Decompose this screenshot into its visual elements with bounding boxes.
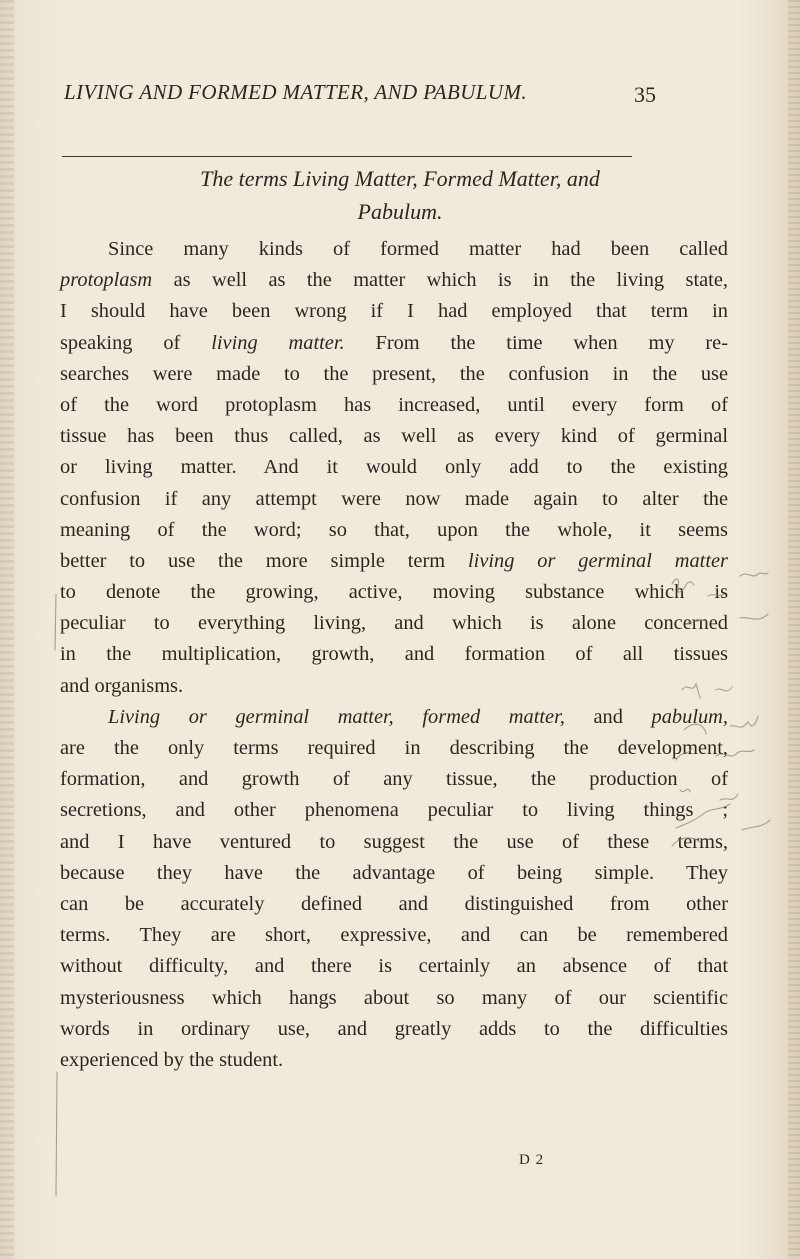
- text-line: [60, 702, 728, 733]
- text-run: because they have the advantage of being simple. They: [60, 861, 728, 884]
- text-line: [60, 733, 728, 764]
- text-line: [60, 359, 728, 390]
- text-run: experienced by the student.: [60, 1048, 284, 1071]
- page-left-edge: [0, 0, 14, 1259]
- text-run: confusion if any attempt were now made again to alter the: [60, 487, 728, 510]
- text-run: in the multiplication, growth, and formation of all tissues: [60, 643, 728, 666]
- text-run: peculiar to everything living, and which is alone concerned: [60, 612, 728, 635]
- signature-mark: D 2: [519, 1152, 545, 1168]
- text-run: are the only terms required in describing the development,: [60, 737, 728, 759]
- text-line: [60, 234, 728, 265]
- text-line: [60, 889, 728, 920]
- text-run: From the time when my re-: [344, 331, 729, 354]
- text-line: [60, 390, 728, 421]
- italic-term: living matter.: [211, 331, 345, 354]
- text-line: [60, 983, 728, 1014]
- text-run: or living matter. And it would only add to the existing: [60, 456, 728, 479]
- text-line: [60, 827, 728, 858]
- section-title-line-1: The terms Living Matter, Formed Matter, and: [200, 166, 600, 191]
- text-line: [60, 328, 728, 359]
- italic-term: Living or germinal matter, formed matter,: [108, 705, 565, 728]
- text-run: secretions, and other phenomena peculiar to living things ;: [60, 799, 728, 822]
- text-line: [60, 795, 728, 826]
- running-title: LIVING AND FORMED MATTER, AND PABULUM.: [64, 80, 527, 104]
- text-line: [60, 296, 728, 327]
- text-run: meaning of the word; so that, upon the whole, it seems: [60, 518, 728, 541]
- text-run: better to use the more simple term: [60, 549, 468, 572]
- text-run: to denote the growing, active, moving substance which is: [60, 581, 728, 604]
- text-run: as well as the matter which is in the living state,: [152, 269, 728, 292]
- italic-term: protoplasm: [60, 269, 153, 292]
- page-number: 35: [634, 82, 656, 107]
- section-title-line-2: Pabulum.: [357, 199, 443, 224]
- text-line: [60, 452, 728, 483]
- text-line: [60, 421, 728, 452]
- text-line: [60, 484, 728, 515]
- header-rule: [62, 156, 632, 157]
- text-run: words in ordinary use, and greatly adds to the difficulties: [60, 1017, 728, 1040]
- text-run: and organisms.: [60, 674, 184, 697]
- text-run: without difficulty, and there is certainly an absence of that: [60, 955, 728, 978]
- text-line: [60, 608, 728, 639]
- italic-term: pabulum,: [651, 705, 728, 728]
- body-text: [60, 234, 728, 1076]
- text-line: [60, 546, 728, 577]
- text-run: searches were made to the present, the confusion in the use: [60, 362, 728, 385]
- text-line: [60, 951, 728, 982]
- pencil-margin-line: [55, 594, 56, 650]
- text-line: [60, 639, 728, 670]
- text-run: formation, and growth of any tissue, the production of: [60, 768, 728, 791]
- text-run: terms. They are short, expressive, and can be remembered: [60, 924, 728, 947]
- italic-term: living or germinal matter: [468, 549, 728, 572]
- text-run: I should have been wrong if I had employed that term in: [60, 300, 728, 323]
- text-line: [60, 1045, 728, 1076]
- text-line: [60, 858, 728, 889]
- text-run: tissue has been thus called, as well as every kind of germinal: [60, 425, 728, 448]
- text-run: and: [564, 705, 652, 728]
- page-right-edge: [788, 0, 800, 1259]
- text-run: Since many kinds of formed matter had been called: [108, 238, 728, 260]
- text-run: can be accurately defined and distinguished from other: [60, 892, 728, 915]
- text-line: [60, 515, 728, 546]
- text-line: [60, 671, 728, 702]
- text-line: [60, 920, 728, 951]
- text-line: [60, 1014, 728, 1045]
- pencil-margin-line-2: [56, 1072, 57, 1196]
- text-line: [60, 265, 728, 296]
- text-run: of the word protoplasm has increased, until every form of: [60, 393, 728, 416]
- running-head: [60, 80, 728, 124]
- text-run: speaking of: [60, 331, 212, 354]
- text-line: [60, 764, 728, 795]
- text-run: and I have ventured to suggest the use of these terms,: [60, 830, 728, 853]
- text-line: [60, 577, 728, 608]
- section-title: [60, 162, 740, 228]
- text-run: mysteriousness which hangs about so many of our scientific: [60, 986, 728, 1009]
